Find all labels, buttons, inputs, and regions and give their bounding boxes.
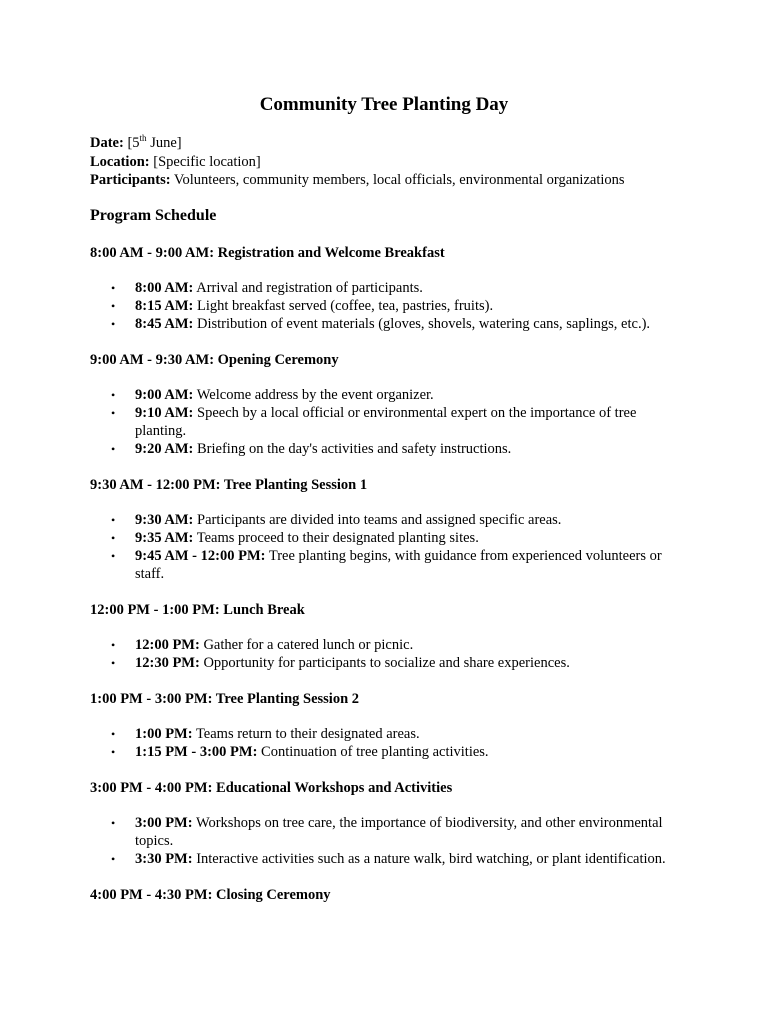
- bullet-icon: •: [111, 317, 116, 331]
- item-time: 8:00 AM:: [135, 280, 194, 296]
- schedule-section: [90, 351, 680, 458]
- schedule-item: [90, 440, 680, 458]
- schedule-section: [90, 476, 680, 583]
- item-time: 3:00 PM:: [135, 815, 193, 831]
- section-heading: 1:00 PM - 3:00 PM: Tree Planting Session 2: [90, 691, 360, 707]
- item-time: 8:15 AM:: [135, 298, 194, 314]
- section-heading: 8:00 AM - 9:00 AM: Registration and Welcome Breakfast: [90, 245, 445, 261]
- schedule-item: [90, 315, 680, 333]
- event-details: [90, 134, 625, 190]
- date-line: [90, 134, 625, 153]
- schedule-list: [90, 636, 680, 672]
- item-description: Welcome address by the event organizer.: [196, 387, 434, 403]
- bullet-icon: •: [111, 852, 116, 866]
- date-value: [5th June]: [127, 133, 182, 151]
- bullet-icon: •: [111, 299, 116, 313]
- schedule: [90, 244, 680, 904]
- item-description: Briefing on the day's activities and safety instructions.: [197, 441, 512, 457]
- participants-line: [90, 171, 625, 190]
- item-time: 9:35 AM:: [135, 530, 194, 546]
- participants-label: Participants:: [90, 172, 171, 188]
- item-description: Teams return to their designated areas.: [195, 726, 420, 742]
- schedule-list: [90, 725, 680, 761]
- item-time: 9:10 AM:: [135, 405, 194, 421]
- item-time: 9:20 AM:: [135, 441, 194, 457]
- location-label: Location:: [90, 153, 150, 170]
- schedule-item: [90, 386, 680, 404]
- program-schedule-heading: Program Schedule: [90, 207, 217, 224]
- participants-value: Volunteers, community members, local officials, environmental organizations: [173, 172, 625, 188]
- item-time: 12:30 PM:: [135, 655, 200, 671]
- bullet-icon: •: [111, 281, 116, 295]
- schedule-item: [90, 547, 680, 583]
- schedule-item: [90, 725, 680, 743]
- item-description: Gather for a catered lunch or picnic.: [203, 637, 414, 653]
- bullet-icon: •: [111, 442, 116, 456]
- item-description: Distribution of event materials (gloves, shovels, watering cans, saplings, etc.).: [197, 316, 651, 332]
- schedule-section: [90, 244, 680, 333]
- bullet-icon: •: [111, 388, 116, 402]
- location-value: [Specific location]: [153, 153, 261, 170]
- location-line: [90, 153, 625, 172]
- section-heading: 4:00 PM - 4:30 PM: Closing Ceremony: [90, 887, 331, 903]
- date-label: Date:: [90, 135, 124, 151]
- schedule-item: [90, 297, 680, 315]
- schedule-item: [90, 529, 680, 547]
- schedule-list: [90, 279, 680, 333]
- document-title: Community Tree Planting Day: [259, 94, 509, 115]
- section-heading: 9:00 AM - 9:30 AM: Opening Ceremony: [90, 352, 339, 368]
- section-heading: 12:00 PM - 1:00 PM: Lunch Break: [90, 602, 305, 618]
- item-description: Opportunity for participants to socialize and share experiences.: [203, 655, 570, 671]
- schedule-list: [90, 386, 680, 458]
- item-description: Arrival and registration of participants.: [196, 280, 423, 296]
- schedule-item: [90, 743, 680, 761]
- schedule-item: [90, 511, 680, 529]
- item-time: 1:00 PM:: [135, 726, 193, 742]
- item-time: 8:45 AM:: [135, 316, 194, 332]
- item-description: Workshops on tree care, the importance of biodiversity, and other environmental topics.: [135, 815, 663, 849]
- item-time: 12:00 PM:: [135, 637, 200, 653]
- schedule-item: [90, 654, 680, 672]
- item-description: Speech by a local official or environmental expert on the importance of tree planting.: [135, 405, 637, 439]
- item-description: Teams proceed to their designated planting sites.: [196, 530, 479, 546]
- section-heading: 3:00 PM - 4:00 PM: Educational Workshops and Activities: [90, 780, 453, 796]
- schedule-section: [90, 601, 680, 672]
- schedule-section: [90, 779, 680, 868]
- bullet-icon: •: [111, 638, 116, 652]
- item-description: Interactive activities such as a nature walk, bird watching, or plant identification.: [196, 851, 666, 867]
- bullet-icon: •: [111, 656, 116, 670]
- item-time: 1:15 PM - 3:00 PM:: [135, 744, 258, 760]
- bullet-icon: •: [111, 406, 116, 420]
- item-description: Continuation of tree planting activities.: [261, 744, 489, 760]
- bullet-icon: •: [111, 745, 116, 759]
- schedule-section: [90, 690, 680, 761]
- item-time: 3:30 PM:: [135, 851, 193, 867]
- bullet-icon: •: [111, 816, 116, 830]
- schedule-item: [90, 850, 680, 868]
- schedule-list: [90, 814, 680, 868]
- schedule-item: [90, 636, 680, 654]
- item-description: Participants are divided into teams and assigned specific areas.: [197, 512, 562, 528]
- item-description: Light breakfast served (coffee, tea, pastries, fruits).: [197, 298, 494, 314]
- bullet-icon: •: [111, 513, 116, 527]
- item-description: Tree planting begins, with guidance from experienced volunteers or staff.: [135, 548, 662, 582]
- item-time: 9:45 AM - 12:00 PM:: [135, 548, 266, 564]
- schedule-section: [90, 886, 680, 904]
- item-time: 9:00 AM:: [135, 387, 194, 403]
- schedule-list: [90, 511, 680, 583]
- item-time: 9:30 AM:: [135, 512, 194, 528]
- bullet-icon: •: [111, 531, 116, 545]
- section-heading: 9:30 AM - 12:00 PM: Tree Planting Session 1: [90, 477, 368, 493]
- schedule-item: [90, 814, 680, 850]
- schedule-item: [90, 279, 680, 297]
- schedule-item: [90, 404, 680, 440]
- bullet-icon: •: [111, 549, 116, 563]
- bullet-icon: •: [111, 727, 116, 741]
